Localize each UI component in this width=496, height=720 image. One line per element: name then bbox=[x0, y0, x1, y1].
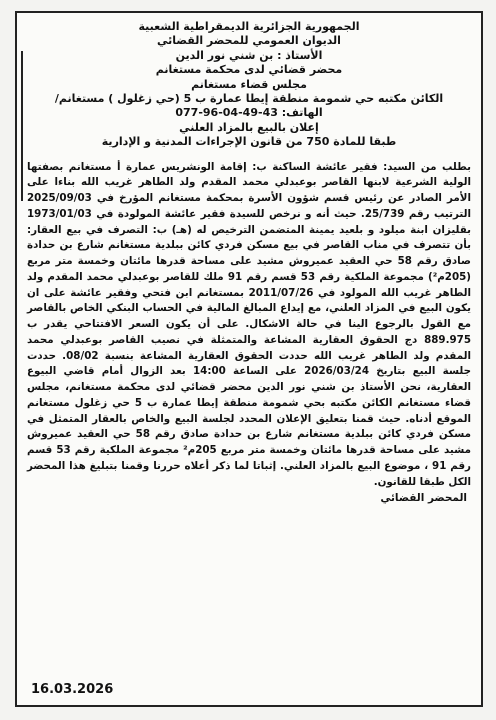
republic-title: الجمهورية الجزائرية الديمقراطية الشعبية bbox=[138, 20, 360, 33]
bailiff-court: محضر قضائي لدى محكمة مستغانم bbox=[155, 63, 343, 77]
signatory-label: المحضر القضائي bbox=[380, 492, 467, 505]
notice-header bbox=[17, 13, 481, 150]
office-title: الديوان العمومي للمحضر القضائي bbox=[157, 34, 341, 48]
phone-line: الهاتف: 43-49-04-96-077 bbox=[175, 106, 323, 120]
notice-frame bbox=[15, 11, 483, 707]
notice-body: بطلب من السيد: فقير عائشة الساكنة ب: إقامة الونشريس عمارة أ مستغانم بصفتها الولية الشرعية لابنها القاصر بوعبدلي محمد المقدم ولد الطاهر غريب الله بناءا على الأمر الصادر عن رئيس قسم شؤون الأسرة بمحكمة مستغانم المؤرخ في 2025/09/03 الترتيب رقم 25/739. حيث أنه و نرخص للسيدة فقير عائشة المولودة في 1973/01/03 بقليزان ابنة ميلود و بلعيد يمينة المتضمن الترخيص له (هـ) ب: التصرف في بيع العقار: بأن تتصرف في مناب القاصر في بيع مسكن فردي كائن ببلدية مستغانم شارع بن حدادة صادق رقم 58 حي العقيد عميروش مشيد على مساحة قدرها مائتان وخمسة متر مربع (205م²) مجموعة الملكية رقم 53 قسم رقم 91 ملك للقاصر بوعبدلي محمد المقدم ولد الطاهر غريب الله المولود في 2011/07/26 بمستغانم ابن فتحي وفقير عائشة على ان يكون البيع في المزاد العلني، مع إيداع المبالغ المالية في الحساب البنكي الخاص بالقاصر مع القول بالرجوع الينا في حالة الاشكال. على أن يكون السعر الافتتاحي يقدر ب 889.975 دج الحقوق العقارية المشاعة والمتمثلة في نصيب القاصر بوعبدلي محمد المقدم ولد الطاهر غريب الله حددت الحقوق العقارية المشاعة بنسبة 08/02. حددت جلسة البيع بتاريخ 2026/03/24 على الساعة 14:00 بعد الزوال أمام قاضي البيوع العقارية، نحن الأستاذ بن شني نور الدين محضر قضائي لدى محكمة مستغانم، مجلس قضاء مستغانم الكائن مكتبه بحي شمومة منطقة إيطا عمارة ب 5 حي زغلول مستغانم الموقع أدناه. حيث قمنا بتعليق الإعلان المحدد لجلسة البيع والخاص بالعقار المتمثل في مسكن فردي كائن ببلدية مستغانم شارع بن حدادة صادق رقم 58 حي العقيد عميروش مشيد على مساحة قدرها مائتان وخمسة متر مربع 205م² مجموعة الملكية رقم 53 قسم رقم 91 ، موضوع البيع بالمزاد العلني. إثباتا لما ذكر أعلاه حررنا وقمنا بتبليغ هذا المحضر الكل طبقا للقانون. bbox=[27, 160, 472, 488]
divider bbox=[21, 51, 23, 201]
legal-reference: طبقا للمادة 750 من قانون الإجراءات المدنية و الإدارية bbox=[101, 135, 397, 149]
office-address: الكائن مكتبه حي شمومة منطقة إيطا عمارة ب 5 (حي زغلول ) مستغانم/ bbox=[54, 92, 444, 106]
bailiff-name: الأستاذ : بن شني نور الدين bbox=[175, 48, 323, 62]
notice-title: إعلان بالبيع بالمزاد العلني bbox=[179, 120, 319, 134]
notice-date: 16.03.2026 bbox=[31, 682, 114, 697]
judicial-council: مجلس قضاء مستغانم bbox=[191, 77, 307, 91]
